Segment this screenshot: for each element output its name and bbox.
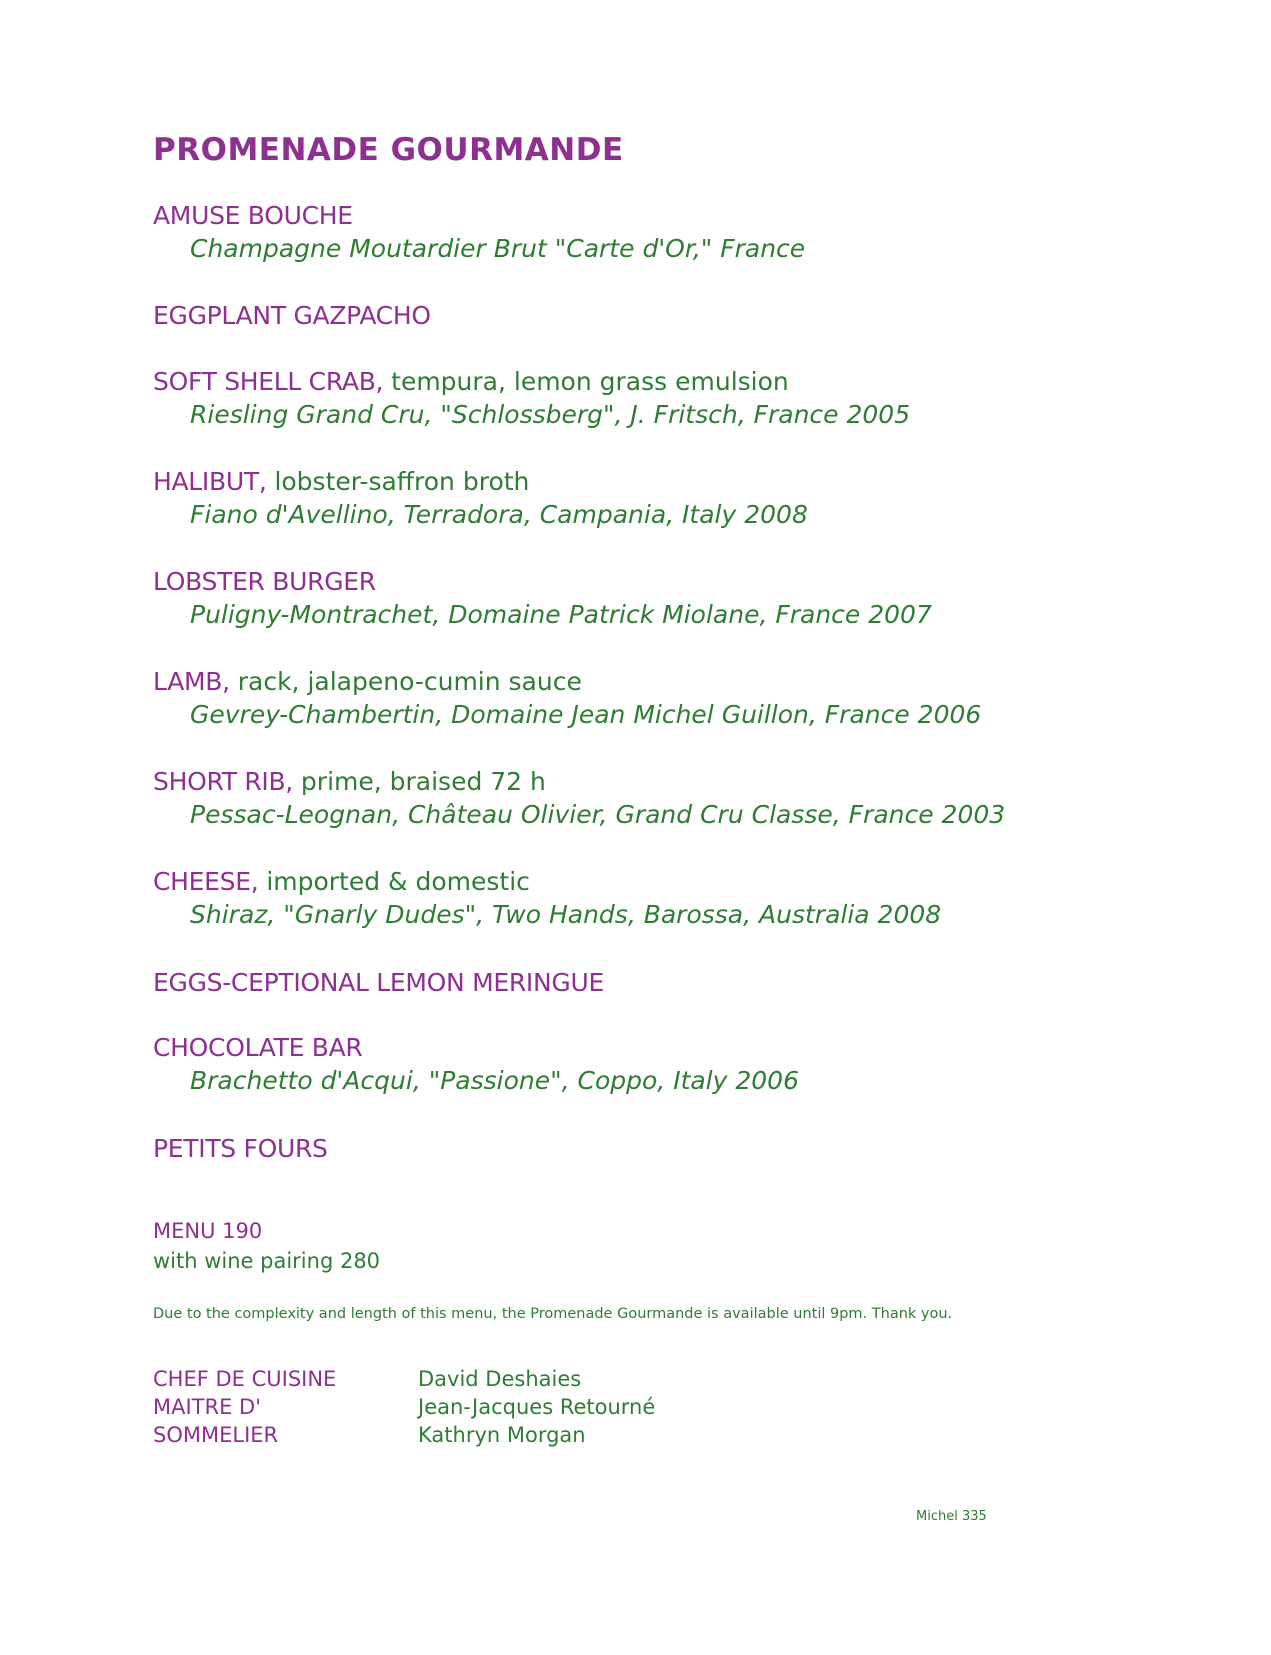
staff-row bbox=[153, 1393, 655, 1421]
menu-pricing bbox=[153, 1216, 380, 1276]
wine-pairing: Brachetto d'Acqui, "Passione", Coppo, Italy 2006 bbox=[190, 1066, 799, 1095]
course-name: LAMB, bbox=[153, 667, 230, 696]
course-name: LOBSTER BURGER bbox=[153, 567, 376, 596]
wine-pairing: Riesling Grand Cru, "Schlossberg", J. Fritsch, France 2005 bbox=[190, 400, 911, 429]
page-footer: Michel 335 bbox=[916, 1509, 987, 1524]
course-description: imported & domestic bbox=[266, 867, 530, 896]
course-name: CHOCOLATE BAR bbox=[153, 1033, 363, 1062]
course-name: SHORT RIB, bbox=[153, 767, 293, 796]
course-name: SOFT SHELL CRAB, bbox=[153, 367, 384, 396]
wine-pairing-price: with wine pairing 280 bbox=[153, 1249, 381, 1273]
staff-row bbox=[153, 1365, 655, 1393]
course-name: AMUSE BOUCHE bbox=[153, 201, 353, 230]
wine-pairing: Shiraz, "Gnarly Dudes", Two Hands, Barossa, Australia 2008 bbox=[190, 900, 942, 929]
course-description: rack, jalapeno-cumin sauce bbox=[237, 667, 582, 696]
course-item bbox=[153, 565, 932, 632]
course-description: prime, braised 72 h bbox=[300, 767, 546, 796]
staff-list bbox=[153, 1365, 655, 1449]
wine-pairing: Gevrey-Chambertin, Domaine Jean Michel Guillon, France 2006 bbox=[190, 700, 982, 729]
course-name: HALIBUT, bbox=[153, 467, 267, 496]
staff-role: SOMMELIER bbox=[153, 1423, 279, 1447]
course-item bbox=[153, 465, 808, 532]
staff-name: Kathryn Morgan bbox=[418, 1423, 586, 1447]
staff-role: MAITRE D' bbox=[153, 1395, 261, 1419]
course-name: EGGS-CEPTIONAL LEMON MERINGUE bbox=[153, 968, 604, 997]
wine-pairing: Champagne Moutardier Brut "Carte d'Or," France bbox=[190, 234, 806, 263]
menu-price: MENU 190 bbox=[153, 1219, 263, 1243]
course-item bbox=[153, 299, 431, 332]
wine-pairing: Puligny-Montrachet, Domaine Patrick Miolane, France 2007 bbox=[190, 600, 932, 629]
course-name: CHEESE, bbox=[153, 867, 259, 896]
course-item bbox=[153, 865, 941, 932]
course-item bbox=[153, 365, 910, 432]
course-item bbox=[153, 1031, 799, 1098]
course-description: tempura, lemon grass emulsion bbox=[391, 367, 789, 396]
course-item bbox=[153, 966, 604, 999]
course-description: lobster-saffron broth bbox=[274, 467, 530, 496]
staff-name: Jean-Jacques Retourné bbox=[418, 1395, 656, 1419]
course-item bbox=[153, 765, 1005, 832]
course-item bbox=[153, 665, 981, 732]
staff-role: CHEF DE CUISINE bbox=[153, 1367, 337, 1391]
wine-pairing: Fiano d'Avellino, Terradora, Campania, Italy 2008 bbox=[190, 500, 808, 529]
course-item bbox=[153, 199, 805, 266]
wine-pairing: Pessac-Leognan, Château Olivier, Grand Cru Classe, France 2003 bbox=[190, 800, 1006, 829]
course-item bbox=[153, 1132, 328, 1165]
course-name: EGGPLANT GAZPACHO bbox=[153, 301, 431, 330]
menu-title: PROMENADE GOURMANDE bbox=[153, 132, 624, 168]
staff-name: David Deshaies bbox=[418, 1367, 582, 1391]
staff-row bbox=[153, 1421, 655, 1449]
availability-note: Due to the complexity and length of this menu, the Promenade Gourmande is available until 9pm. Thank you. bbox=[153, 1306, 953, 1322]
course-name: PETITS FOURS bbox=[153, 1134, 328, 1163]
